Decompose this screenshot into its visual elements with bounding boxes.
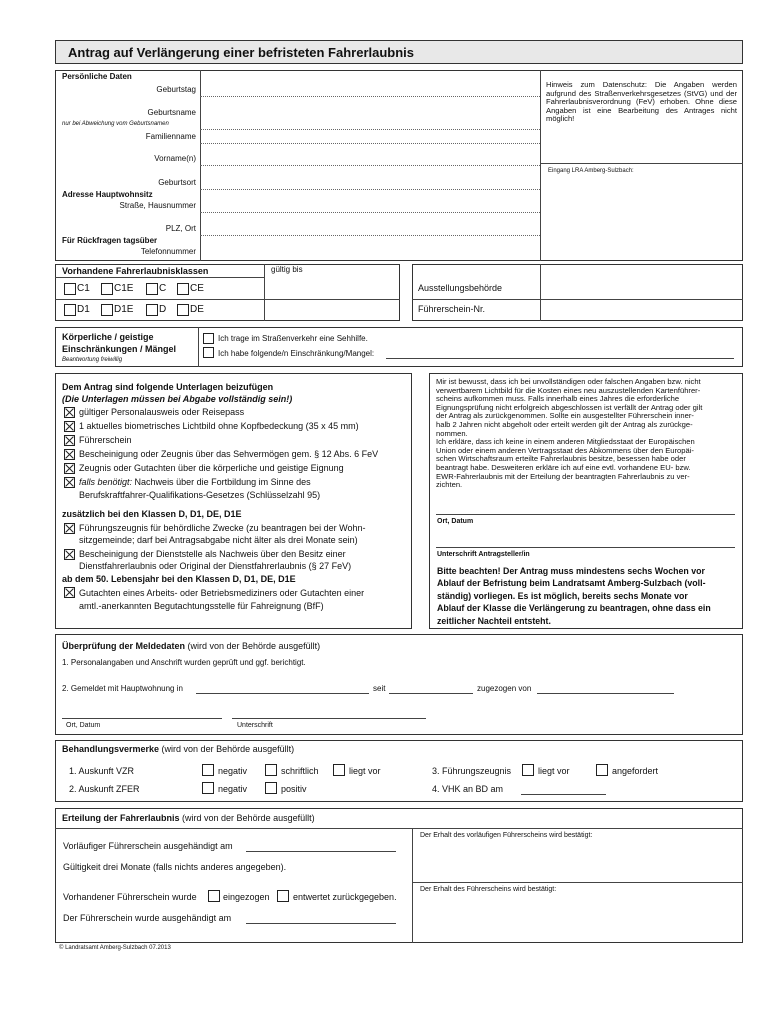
birthplace-field[interactable] — [202, 168, 538, 188]
receipt-temp-label: Der Erhalt des vorläufigen Führerscheins wird bestätigt: — [420, 832, 593, 839]
registration-line-1: 1. Personalangaben und Anschrift wurden geprüft und ggf. berichtigt. — [62, 658, 306, 667]
authority-label: Ausstellungsbehörde — [418, 283, 503, 293]
collected-label: eingezogen — [223, 892, 270, 902]
receipt-label: Der Erhalt des Führerscheins wird bestätigt: — [420, 886, 557, 893]
birthplace-label: Geburtsort — [158, 178, 196, 187]
notes-heading-note: (wird von der Behörde ausgefüllt) — [159, 744, 295, 754]
registration-place-date-label: Ort, Datum — [66, 722, 101, 729]
received-label: Eingang LRA Amberg-Sulzbach: — [548, 168, 634, 174]
issuance-heading — [62, 814, 315, 823]
impairments-note: Beantwortung freiwillig — [62, 357, 123, 363]
vzr-schriftlich-label: schriftlich — [281, 766, 319, 776]
class-c1-label: C1 — [77, 283, 90, 294]
class-c1e-checkbox[interactable] — [101, 283, 113, 295]
receipt-signature-field[interactable] — [414, 898, 741, 941]
declaration-place-date-label: Ort, Datum — [437, 518, 474, 525]
notice-line: zeitlicher Nachteil entsteht. — [437, 615, 551, 626]
notice-line: ständig) vorliegen. Es ist möglich, bereits sechs Monate vor — [437, 590, 688, 601]
registration-signature-label: Unterschrift — [237, 722, 273, 729]
vzr-liegt-vor-checkbox[interactable] — [333, 764, 345, 776]
zfer-positiv-label: positiv — [281, 784, 307, 794]
doc-conduct-label-1: Führungszeugnis für behördliche Zwecke (zu beantragen bei der Wohn- — [79, 523, 366, 533]
doc-license-label: Führerschein — [79, 435, 132, 445]
declaration-text — [436, 378, 736, 490]
valid-until-d-field[interactable] — [266, 301, 398, 320]
issuance-heading-note: (wird von der Behörde ausgefüllt) — [179, 813, 315, 823]
class-de-label: DE — [190, 304, 204, 315]
phone-label: Telefonnummer — [140, 247, 196, 256]
zip-city-label: PLZ, Ort — [165, 224, 196, 233]
notes-heading-title: Behandlungsvermerke — [62, 744, 160, 754]
license-no-label: Führerschein-Nr. — [418, 304, 486, 314]
firstnames-field[interactable] — [202, 146, 538, 164]
declaration-line: schen Wirtschaftsraum erteilte Fahrerlaubnis besitze, besessen habe oder — [436, 454, 686, 464]
declaration-place-date-field[interactable] — [436, 500, 735, 514]
doc-vision-label: Bescheinigung oder Zeugnis über das Sehvermögen gem. § 12 Abs. 6 FeV — [79, 449, 379, 459]
birthname-note: nur bei Abweichung vom Geburtsnamen — [62, 121, 169, 127]
authority-field[interactable] — [542, 278, 741, 298]
class-d-label: D — [159, 304, 167, 315]
street-field[interactable] — [202, 192, 538, 211]
license-no-field[interactable] — [542, 300, 741, 320]
fz-label: 3. Führungszeugnis — [432, 766, 512, 776]
fz-liegt-vor-checkbox[interactable] — [522, 764, 534, 776]
impairments-heading-2: Einschränkungen / Mängel — [62, 344, 177, 354]
doc-service-checkbox[interactable] — [64, 549, 75, 560]
title-bar — [55, 40, 743, 64]
declaration-line: scheins aufkommen muss. Falls innerhalb eines Jahres die erforderliche — [436, 394, 680, 404]
impairments-heading-1: Körperliche / geistige — [62, 332, 154, 342]
doc-medical-label-1: Gutachten eines Arbeits- oder Betriebsmediziners oder Gutachten einer — [79, 588, 365, 598]
contact-heading: Für Rückfragen tagsüber — [62, 236, 158, 245]
temp-handed-label: Vorläufiger Führerschein ausgehändigt am — [63, 841, 233, 851]
class-ce-label: CE — [190, 283, 204, 294]
class-d1-checkbox[interactable] — [64, 304, 76, 316]
registration-signature-field[interactable] — [232, 704, 426, 718]
issuance-heading-title: Erteilung der Fahrerlaubnis — [62, 813, 180, 823]
zip-city-field[interactable] — [202, 215, 538, 234]
doc-fitness-label: Zeugnis oder Gutachten über die körperliche und geistige Eignung — [79, 463, 344, 473]
classes-heading: Vorhandene Fahrerlaubnisklassen — [62, 266, 209, 276]
d-classes-heading: zusätzlich bei den Klassen D, D1, DE, D1E — [62, 509, 242, 519]
fz-angefordert-label: angefordert — [612, 766, 659, 776]
declaration-line: Ich erkläre, dass ich keine in einem anderen Mitgliedsstaat der Europäischen — [436, 437, 695, 447]
notice-line: Bitte beachten! Der Antrag muss mindestens sechs Wochen vor — [437, 566, 705, 576]
since-field[interactable] — [389, 680, 473, 693]
zfer-label: 2. Auskunft ZFER — [69, 784, 140, 794]
vzr-schriftlich-checkbox[interactable] — [265, 764, 277, 776]
doc-conduct-label-2: sitzgemeinde; darf bei Antragsabgabe nicht älter als drei Monate sein) — [79, 535, 358, 545]
declaration-signature-field[interactable] — [436, 532, 735, 547]
validity-label: Gültigkeit drei Monate (falls nichts anderes angegeben). — [63, 862, 287, 872]
address-heading: Adresse Hauptwohnsitz — [62, 190, 153, 199]
documents-heading: Dem Antrag sind folgende Unterlagen beizufügen — [62, 382, 274, 392]
valid-until-label: gültig bis — [271, 265, 303, 274]
declaration-line: Eignungsprüfung nicht erfolgreich abgeschlossen ist verfällt der Antrag oder gilt — [436, 402, 703, 412]
doc-id-label: gültiger Personalausweis oder Reisepass — [79, 407, 245, 417]
lastname-label: Familienname — [145, 132, 196, 141]
notice-line: Ablauf der Klasse die Verlängerung zu beantragen, ohne dass ein — [437, 603, 711, 614]
since-label: seit — [373, 684, 386, 693]
doc-conduct-checkbox[interactable] — [64, 523, 75, 534]
birthday-label: Geburtstag — [156, 85, 196, 94]
registration-heading — [62, 642, 320, 651]
doc-fitness-checkbox[interactable] — [64, 463, 75, 474]
declaration-line: zichten. — [436, 480, 463, 490]
personal-data-heading: Persönliche Daten — [62, 72, 132, 81]
moved-from-label: zugezogen von — [477, 684, 532, 693]
glasses-label: Ich trage im Straßenverkehr eine Sehhilfe. — [218, 334, 368, 343]
declaration-line: Mir ist bewusst, dass ich bei unvollständigen oder falschen Angaben bzw. nicht — [436, 377, 701, 386]
declaration-line: beantragt habe. Desweiteren erkläre ich auf eine evtl. vorhandene EU- bzw. — [436, 462, 691, 472]
doc-service-label-2: Dienstfahrerlaubnis oder Original der Dienstfahrerlaubnis (§ 27 FeV) — [79, 561, 352, 571]
birthday-field[interactable] — [202, 82, 538, 96]
vhk-label: 4. VHK an BD am — [432, 784, 504, 794]
privacy-note: Hinweis zum Datenschutz: Die Angaben werden aufgrund des Straßenverkehrsgesetzes (StVG) und der Fahrerlaubnisverordnung (FeV) erhoben. Ohne diese Angaben ist eine Bearbeitung des Antrages nicht möglich! — [546, 80, 737, 124]
zfer-positiv-checkbox[interactable] — [265, 782, 277, 794]
vzr-negativ-label: negativ — [218, 766, 248, 776]
class-d1e-checkbox[interactable] — [101, 304, 113, 316]
fz-angefordert-checkbox[interactable] — [596, 764, 608, 776]
class-ce-checkbox[interactable] — [177, 283, 189, 295]
doc-photo-label: 1 aktuelles biometrisches Lichtbild ohne Kopfbedeckung (35 x 45 mm) — [79, 421, 359, 431]
collected-checkbox[interactable] — [208, 890, 220, 902]
handed-label: Der Führerschein wurde ausgehändigt am — [63, 913, 232, 923]
declaration-line: der Antrag als zurückgenommen. Sollte ein ausgestellter Führerschein inner- — [436, 411, 694, 421]
invalidated-checkbox[interactable] — [277, 890, 289, 902]
handed-field[interactable] — [246, 910, 396, 923]
declaration-line: halb 2 Jahren nicht abgeholt oder erteilt werden gilt der Antrag als zurückge- — [436, 419, 693, 429]
class-d1e-label: D1E — [114, 304, 134, 315]
impairment-field[interactable] — [386, 346, 734, 358]
vzr-negativ-checkbox[interactable] — [202, 764, 214, 776]
zfer-negativ-checkbox[interactable] — [202, 782, 214, 794]
existing-label: Vorhandener Führerschein wurde — [63, 892, 197, 902]
valid-until-c-field[interactable] — [266, 279, 398, 298]
declaration-line: nommen. — [436, 428, 468, 438]
footer-copyright: © Landratsamt Amberg-Sulzbach 07.2013 — [59, 945, 171, 951]
declaration-line: Union oder einem anderen Vertragsstaat des Abkommens über den Europäi- — [436, 445, 694, 455]
notice-text — [437, 565, 737, 627]
doc-service-label-1: Bescheinigung der Dienststelle als Nachweis über den Besitz einer — [79, 549, 346, 559]
doc-training-text: Nachweis über die Fortbildung im Sinne des — [132, 477, 311, 487]
declaration-line: verwertbarem Lichtbild für die Kosten eines neu auszustellenden Kartenführer- — [436, 385, 701, 395]
declaration-signature-label: Unterschrift Antragsteller/in — [437, 551, 530, 558]
street-label: Straße, Hausnummer — [119, 201, 196, 210]
registration-line-2-label: 2. Gemeldet mit Hauptwohnung in — [62, 684, 183, 693]
registration-heading-note: (wird von der Behörde ausgefüllt) — [185, 641, 321, 651]
page-title: Antrag auf Verlängerung einer befristeten Fahrerlaubnis — [68, 45, 415, 60]
registration-place-date-field[interactable] — [62, 704, 222, 718]
doc-photo-checkbox[interactable] — [64, 421, 75, 432]
birthname-label: Geburtsname — [147, 108, 196, 117]
class-c1e-label: C1E — [114, 283, 134, 294]
doc-training-checkbox[interactable] — [64, 477, 75, 488]
doc-training-label — [79, 478, 311, 487]
phone-field[interactable] — [202, 238, 538, 259]
impairment-checkbox[interactable] — [203, 347, 214, 358]
vzr-label: 1. Auskunft VZR — [69, 766, 135, 776]
invalidated-label: entwertet zurückgegeben. — [293, 892, 397, 902]
moved-from-field[interactable] — [537, 680, 674, 693]
notes-heading — [62, 745, 294, 754]
documents-subheading: (Die Unterlagen müssen bei Abgabe vollständig sein!) — [62, 394, 293, 404]
firstnames-label: Vorname(n) — [154, 154, 196, 163]
class-d1-label: D1 — [77, 304, 90, 315]
vzr-liegt-vor-label: liegt vor — [349, 766, 381, 776]
doc-medical-checkbox[interactable] — [64, 587, 75, 598]
birthname-field[interactable] — [202, 104, 538, 128]
doc-medical-label-2: amtl.-anerkannten Begutachtungsstelle für Fahreignung (BfF) — [79, 601, 324, 611]
doc-vision-checkbox[interactable] — [64, 449, 75, 460]
class-c-checkbox[interactable] — [146, 283, 158, 295]
impairment-label: Ich habe folgende/n Einschränkung/Mangel: — [218, 349, 375, 358]
glasses-checkbox[interactable] — [203, 333, 214, 344]
notice-line: Ablauf der Befristung beim Landratsamt Amberg-Sulzbach (voll- — [437, 578, 706, 589]
temp-handed-field[interactable] — [246, 838, 396, 851]
vhk-date-field[interactable] — [521, 781, 606, 794]
class-c-label: C — [159, 283, 167, 294]
doc-training-label-2: Berufskraftfahrer-Qualifikations-Gesetzes (Schlüsselzahl 95) — [79, 490, 321, 500]
class-de-checkbox[interactable] — [177, 304, 189, 316]
doc-id-checkbox[interactable] — [64, 407, 75, 418]
lastname-field[interactable] — [202, 131, 538, 143]
age-heading: ab dem 50. Lebensjahr bei den Klassen D, D1, DE, D1E — [62, 574, 296, 584]
doc-license-checkbox[interactable] — [64, 435, 75, 446]
class-c1-checkbox[interactable] — [64, 283, 76, 295]
class-d-checkbox[interactable] — [146, 304, 158, 316]
main-residence-field[interactable] — [196, 680, 369, 693]
zfer-negativ-label: negativ — [218, 784, 248, 794]
registration-heading-title: Überprüfung der Meldedaten — [62, 641, 186, 651]
fz-liegt-vor-label: liegt vor — [538, 766, 570, 776]
receipt-temp-signature-field[interactable] — [414, 845, 741, 880]
declaration-line: EWR-Fahrerlaubnis mit der Erteilung der beantragten Fahrerlaubnis zu ver- — [436, 471, 690, 481]
doc-training-prefix: falls benötigt: — [79, 477, 133, 487]
